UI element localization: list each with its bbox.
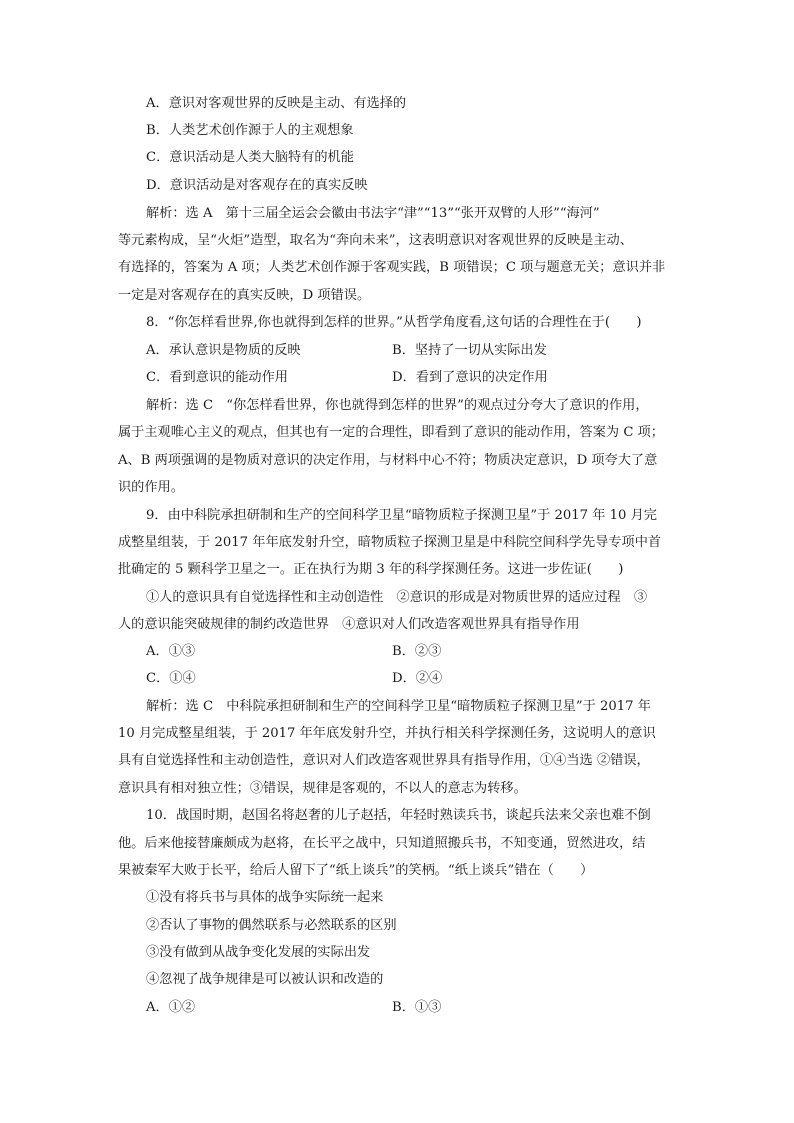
q8-analysis-line: A、B 两项强调的是物质对意识的决定作用，与材料中心不符；物质决定意识，D 项夸大了意: [118, 453, 658, 468]
q9-statements-line: ①人的意识具有自觉选择性和主动创造性 ②意识的形成是对物质世界的适应过程 ③: [146, 590, 648, 605]
q9-analysis-line: 10 月完成整星组装，于 2017 年年底发射升空，并执行相关科学探测任务，这说明人的意识: [118, 726, 656, 741]
q7-analysis-line: 等元素构成，呈“火炬”造型，取名为“奔向未来”，这表明意识对客观世界的反映是主动、: [118, 233, 633, 248]
q10-stem-line: 10．战国时期，赵国名将赵奢的儿子赵括，年轻时熟读兵书，谈起兵法来父亲也难不倒: [146, 808, 651, 823]
q9-option-c: C．①④: [146, 671, 196, 686]
q8-analysis-line: 解析：选 C “你怎样看世界，你也就得到怎样的世界”的观点过分夸大了意识的作用，: [146, 398, 649, 413]
q9-stem-line: 9．由中科院承担研制和生产的空间科学卫星“暗物质粒子探测卫星”于 2017 年 10 月完: [146, 508, 657, 523]
q9-stem-line: 成整星组装，于 2017 年年底发射升空，暗物质粒子探测卫星是中科院空间科学先导专项中首: [118, 535, 662, 550]
q8-option-d: D．看到了意识的决定作用: [392, 370, 548, 385]
q10-stem-line: 他。后来他接替廉颇成为赵将，在长平之战中，只知道照搬兵书，不知变通，贸然进攻，结: [118, 836, 646, 851]
q9-analysis-line: 意识具有相对独立性；③错误，规律是客观的，不以人的意志为转移。: [118, 781, 527, 796]
q10-stem-line: 果被秦军大败于长平，给后人留下了“纸上谈兵”的笑柄。“纸上谈兵”错在（ ）: [118, 863, 594, 878]
q9-statements-line: 人的意识能突破规律的制约改造世界 ④意识对人们改造客观世界具有指导作用: [118, 617, 580, 632]
q9-analysis-line: 解析：选 C 中科院承担研制和生产的空间科学卫星“暗物质粒子探测卫星”于 2017 年: [146, 699, 651, 714]
q8-option-a: A．承认意识是物质的反映: [146, 343, 301, 358]
q7-option-b: B．人类艺术创作源于人的主观想象: [146, 123, 354, 138]
q7-analysis-line: 有选择的，答案为 A 项；人类艺术创作源于客观实践，B 项错误；C 项与题意无关；意识并非: [118, 260, 666, 275]
q10-statement-1: ①没有将兵书与具体的战争实际统一起来: [146, 890, 384, 905]
q8-analysis-line: 识的作用。: [118, 480, 184, 495]
q7-option-c: C．意识活动是人类大脑特有的机能: [146, 150, 354, 165]
q7-analysis-line: 解析：选 A 第十三届全运会会徽由书法字“津”“13”“张开双臂的人形”“海河”: [146, 206, 600, 221]
q7-option-d: D．意识活动是对客观存在的真实反映: [146, 178, 368, 193]
q9-stem-line: 批确定的 5 颗科学卫星之一。正在执行为期 3 年的科学探测任务。这进一步佐证( ): [118, 562, 624, 577]
q8-stem: 8．“你怎样看世界,你也就得到怎样的世界。”从哲学角度看,这句话的合理性在于( ): [146, 315, 642, 330]
q10-statement-3: ③没有做到从战争变化发展的实际出发: [146, 945, 371, 960]
q10-statement-2: ②否认了事物的偶然联系与必然联系的区别: [146, 918, 397, 933]
q8-option-b: B．坚持了一切从实际出发: [392, 343, 547, 358]
q9-analysis-line: 具有自觉选择性和主动创造性，意识对人们改造客观世界具有指导作用，①④当选 ②错误，: [118, 753, 650, 768]
q10-statement-4: ④忽视了战争规律是可以被认识和改造的: [146, 972, 384, 987]
q8-option-c: C．看到意识的能动作用: [146, 370, 288, 385]
q8-analysis-line: 属于主观唯心主义的观点，但其也有一定的合理性，即看到了意识的能动作用，答案为 C 项；: [118, 425, 664, 440]
q10-option-a: A．①②: [146, 1000, 196, 1015]
q7-analysis-line: 一定是对客观存在的真实反映，D 项错误。: [118, 288, 371, 303]
q7-option-a: A．意识对客观世界的反映是主动、有选择的: [146, 96, 407, 111]
q9-option-b: B．②③: [392, 644, 442, 659]
q9-option-d: D．②④: [392, 671, 443, 686]
q10-option-b: B．①③: [392, 1000, 442, 1015]
q9-option-a: A．①③: [146, 644, 196, 659]
